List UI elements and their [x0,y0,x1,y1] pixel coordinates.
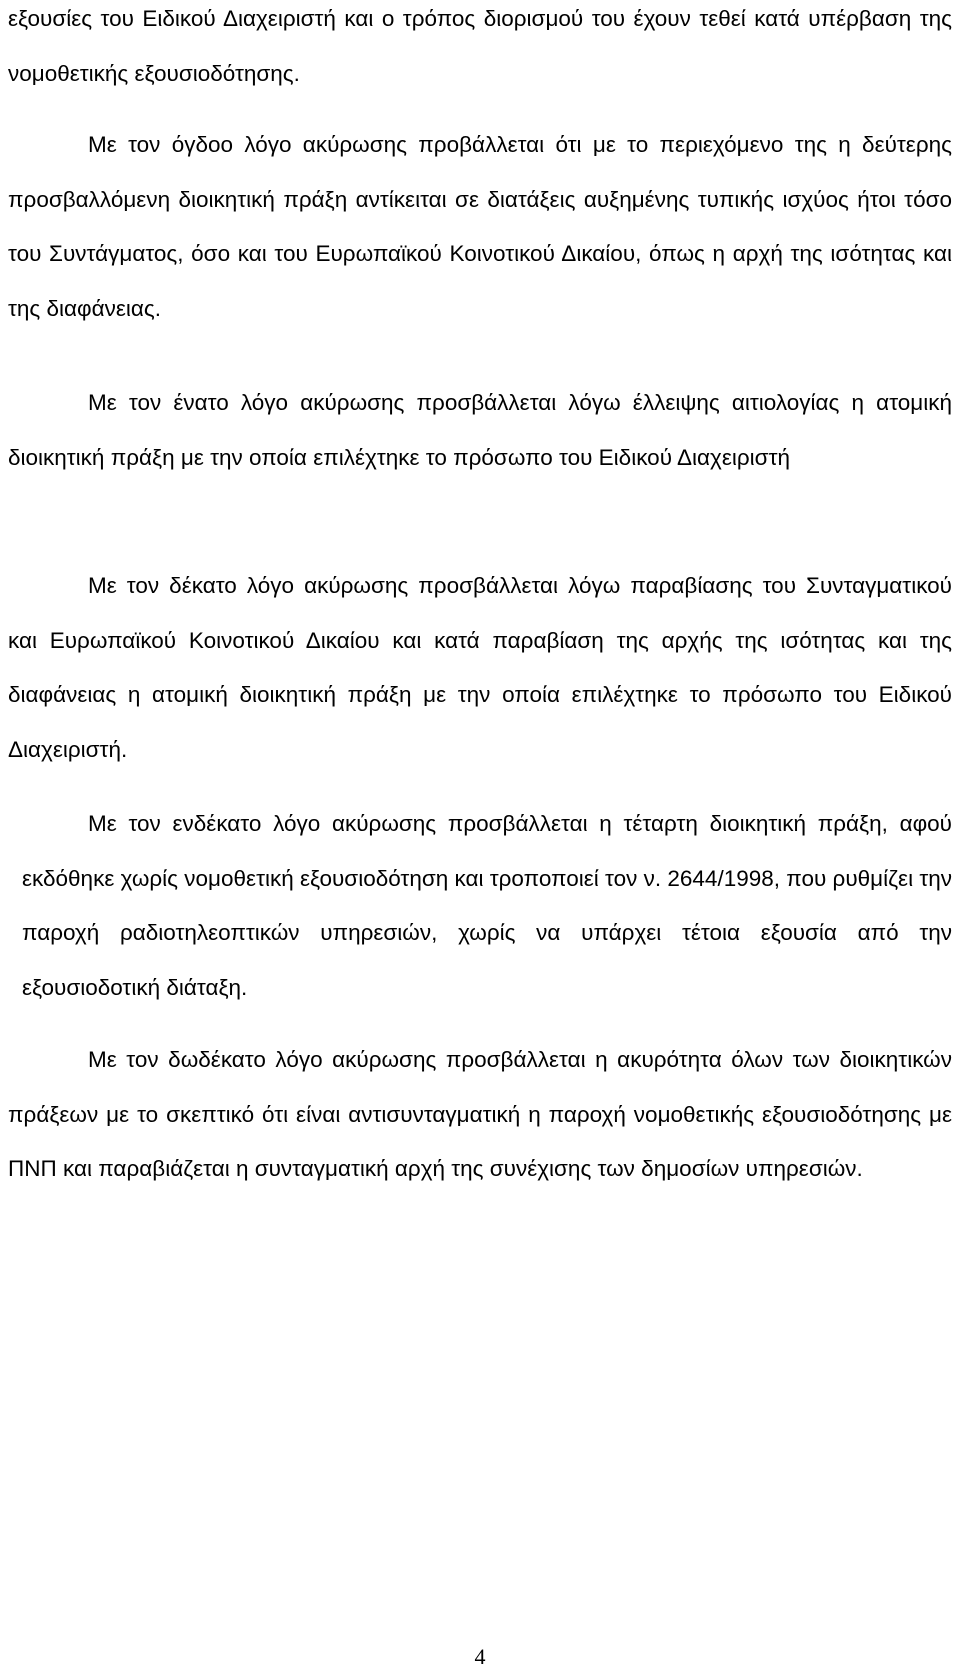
paragraph-eighth-ground: Με τον όγδοο λόγο ακύρωσης προβάλλεται ότι με το περιεχόμενο της η δεύτερης προσβαλλόμενη διοικητική πράξη αντίκειται σε διατάξεις αυξημένης τυπικής ισχύος ήτοι τόσο του Συντάγματος, όσο και του Ευρωπαϊκού Κοινοτικού Δικαίου, όπως η αρχή της ισότητας και της διαφάνειας. [8,132,952,321]
paragraph-tenth-ground: Με τον δέκατο λόγο ακύρωσης προσβάλλεται λόγω παραβίασης του Συνταγματικού και Ευρωπαϊκού Κοινοτικού Δικαίου και κατά παραβίαση της αρχής της ισότητας και της διαφάνειας η ατομική διοικητική πράξη με την οποία επιλέχτηκε το πρόσωπο του Ειδικού Διαχειριστή. [8,573,952,762]
paragraph-twelfth-ground: Με τον δωδέκατο λόγο ακύρωσης προσβάλλεται η ακυρότητα όλων των διοικητικών πράξεων με το σκεπτικό ότι είναι αντισυνταγματική η παροχή νομοθετικής εξουσιοδότησης με ΠΝΠ και παραβιάζεται η συνταγματική αρχή της συνέχισης των δημοσίων υπηρεσιών. [8,1047,952,1181]
paragraph-eleventh-ground: Με τον ενδέκατο λόγο ακύρωσης προσβάλλεται η τέταρτη διοικητική πράξη, αφού εκδόθηκε χωρίς νομοθετική εξουσιοδότηση και τροποποιεί τον ν. 2644/1998, που ρυθμίζει την παροχή ραδιοτηλεοπτικών υπηρεσιών, χωρίς να υπάρχει τέτοια εξουσία από την εξουσιοδοτική διάταξη. [22,811,952,1000]
page-number: 4 [474,1644,486,1669]
paragraph-ninth-ground: Με τον ένατο λόγο ακύρωσης προσβάλλεται λόγω έλλειψης αιτιολογίας η ατομική διοικητική πράξη με την οποία επιλέχτηκε το πρόσωπο του Ειδικού Διαχειριστή [8,390,952,470]
paragraph-continuation: εξουσίες του Ειδικού Διαχειριστή και ο τρόπος διορισμού του έχουν τεθεί κατά υπέρβαση της νομοθετικής εξουσιοδότησης. [8,6,952,86]
